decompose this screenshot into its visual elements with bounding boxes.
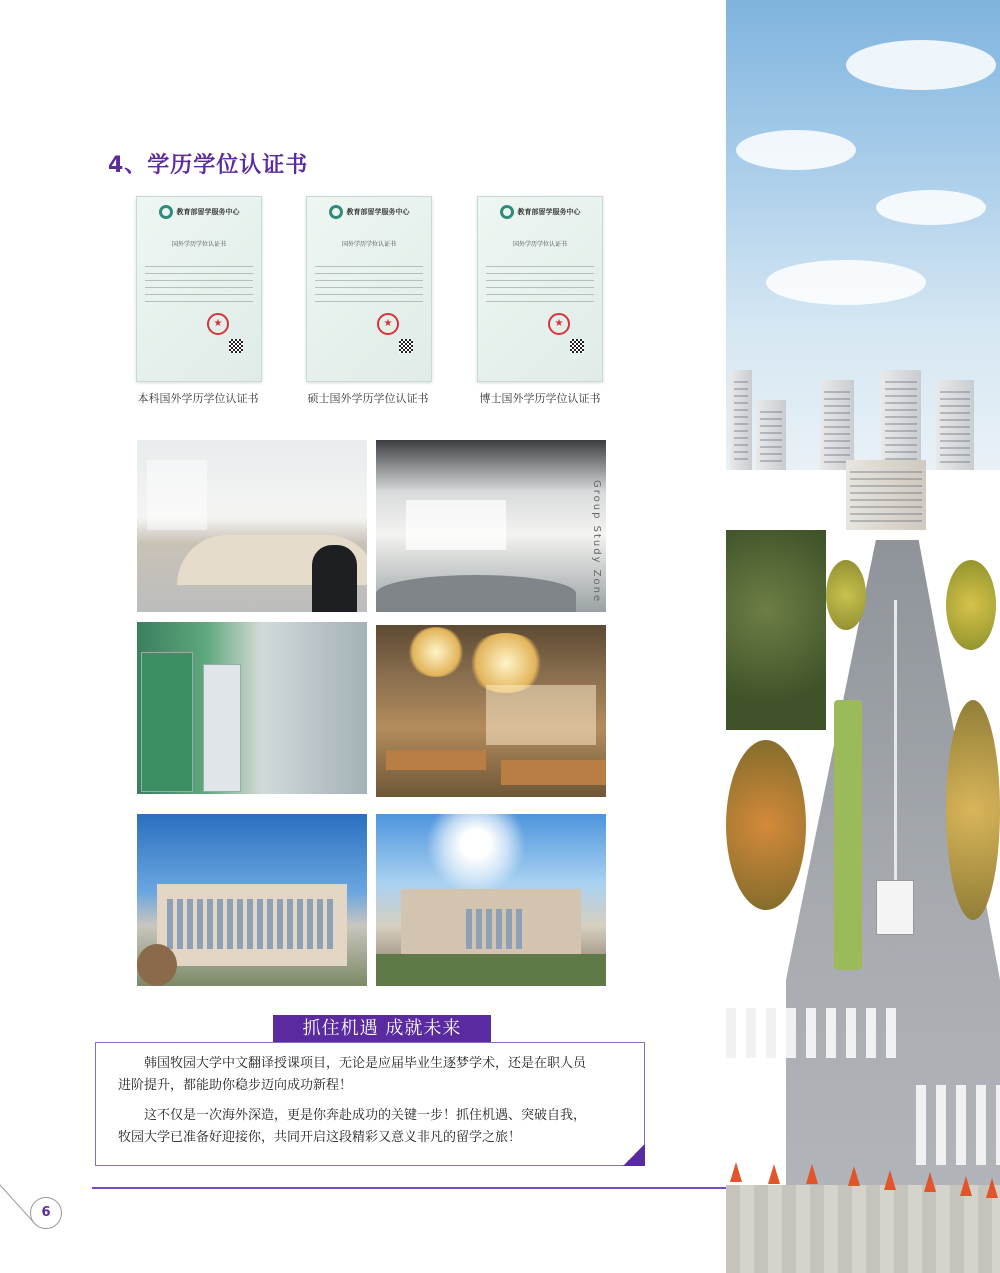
intro-paragraph-1: 韩国牧园大学中文翻译授课项目，无论是应届毕业生逐梦学术，还是在职人员进阶提升，都能助你稳步迈向成功新程！ — [118, 1056, 587, 1093]
red-seal-icon: ★ — [548, 313, 570, 335]
photo-library-lounge — [137, 440, 367, 612]
photo-bank-atms — [137, 622, 367, 794]
photo-dining-hall — [376, 625, 606, 797]
certificate-text-lines — [315, 260, 423, 308]
certificate-org: 教育部留学服务中心 — [176, 208, 240, 216]
section-title: 4、学历学位认证书 — [108, 153, 309, 178]
photo-group-study-zone — [376, 440, 606, 612]
certificate-text-lines — [486, 260, 594, 308]
study-zone-sign: Group Study Zone — [591, 480, 602, 604]
sidewalk — [726, 1185, 1000, 1273]
certificate-heading: 国外学历学位认证书 — [512, 241, 567, 248]
certificate-text-lines — [145, 260, 253, 308]
trees — [726, 530, 826, 730]
certificate-caption-doctor: 博士国外学历学位认证书 — [479, 392, 601, 405]
campus-road-photo — [726, 0, 1000, 1273]
page-number: 6 — [30, 1197, 62, 1229]
certificate-heading: 国外学历学位认证书 — [171, 241, 226, 248]
red-seal-icon: ★ — [377, 313, 399, 335]
photo-campus-gate — [376, 814, 606, 986]
photo-main-building — [137, 814, 367, 986]
certificate-bachelor — [136, 196, 262, 382]
footer-divider — [92, 1187, 726, 1189]
intro-textbox — [95, 1042, 645, 1166]
certificate-caption-bachelor: 本科国外学历学位认证书 — [137, 392, 259, 405]
red-seal-icon: ★ — [207, 313, 229, 335]
intro-paragraph-2: 这不仅是一次海外深造，更是你奔赴成功的关键一步！抓住机遇、突破自我，牧园大学已准备好迎接你，共同开启这段精彩又意义非凡的留学之旅！ — [118, 1108, 587, 1145]
certificate-logo-icon — [329, 205, 343, 219]
certificate-logo-icon — [159, 205, 173, 219]
qr-code-icon — [399, 339, 413, 353]
certificate-heading: 国外学历学位认证书 — [341, 241, 396, 248]
truck — [876, 880, 914, 935]
certificate-org: 教育部留学服务中心 — [517, 208, 581, 216]
certificate-org: 教育部留学服务中心 — [346, 208, 410, 216]
certificate-master — [306, 196, 432, 382]
certificate-doctor — [477, 196, 603, 382]
certificate-caption-master: 硕士国外学历学位认证书 — [307, 392, 429, 405]
certificate-logo-icon — [500, 205, 514, 219]
folded-corner-icon — [623, 1144, 645, 1166]
qr-code-icon — [570, 339, 584, 353]
slogan-banner: 抓住机遇 成就未来 — [273, 1015, 491, 1043]
qr-code-icon — [229, 339, 243, 353]
